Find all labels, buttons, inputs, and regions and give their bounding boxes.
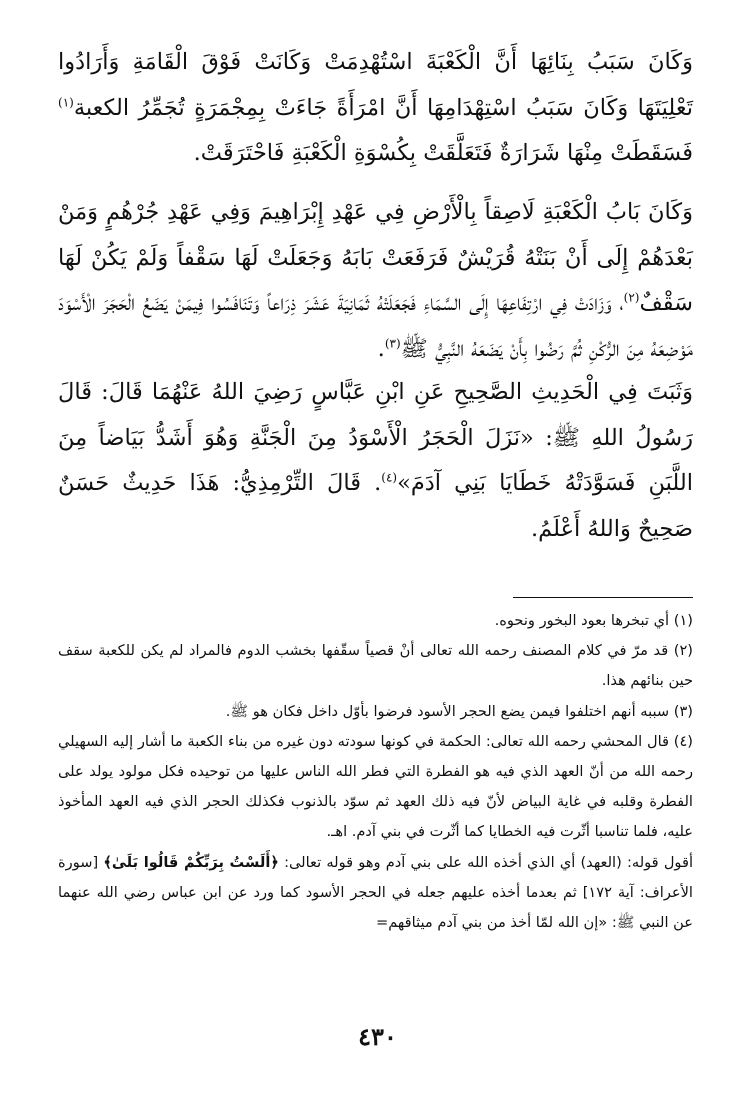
main-text — [58, 40, 693, 550]
paragraph-building-reason — [58, 40, 693, 190]
footnote-separator — [513, 597, 693, 598]
quran-verse: ﴿أَلَسْتُ بِرَبِّكُمْ قَالُوا بَلَىٰ﴾ — [103, 853, 279, 871]
footnotes — [58, 606, 693, 938]
footnote-2: (٢) قد مرّ في كلام المصنف رحمه الله تعالى أنْ قصياً سقّفها بخشب الدوم فالمراد لم يكن للكعبة سقف حين بنائهم هذا. — [58, 642, 693, 690]
footnote-1: (١) أي تبخرها بعود البخور ونحوه. — [494, 612, 693, 629]
paragraph-text: وَثَبَتَ فِي الْحَدِيثِ الصَّحِيحِ عَنِ ابْنِ عَبَّاسٍ رَضِيَ اللهُ عَنْهُمَا قَالَ: قَالَ رَسُولُ اللهِ ﷺ: «نَزَلَ الْحَجَرُ الْأَسْوَدُ مِنَ الْجَنَّةِ وَهُوَ أَشَدُّ بَيَاضاً مِنَ اللَّبَنِ فَسَوَّدَتْهُ خَطَايَا بَنِي آدَمَ» — [58, 379, 693, 496]
footnote-4: (٤) قال المحشي رحمه الله تعالى: الحكمة في كونها سودته دون غيره من بناء الكعبة ما أشار إليه السهيلي رحمه الله من أنّ العهد الذي فيه هو الفطرة التي فطر الله الناس عليها من توحيده فكل مولود يولد على الفطرة وقلبه في غاية البياض لأنّ فيه ذلك العهد ثم سوّد بالذنوب فكذلك الحجر الذي فيه العهد المأخوذ عليه، فلما تناسبا أثّرت فيه الخطايا كما أثّرت في بني آدم. اهـ. — [58, 732, 693, 841]
page-number: ٤٣٠ — [358, 1022, 397, 1051]
footnote-ref-1[interactable]: (١) — [58, 95, 74, 109]
footnote-ref-4[interactable]: (٤) — [381, 470, 398, 485]
paragraph-text-end: . — [377, 335, 385, 362]
paragraph-kaaba-door — [58, 190, 693, 370]
footnote-ref-3[interactable]: (٣) — [384, 336, 401, 350]
paragraph-text-middle: ، وَزَادَتْ فِي ارْتِفَاعِهَا إِلَى السَّمَاءِ فَجَعَلَتْهُ ثَمَانِيَةَ عَشَرَ ذِرَاعاً وَتَنَافَسُوا فِيمَنْ يَضَعُ الْحَجَرَ الْأَسْوَدَ مَوْضِعَهُ مِنَ الرُّكْنِ ثُمَّ رَضُوا بِأَنْ يَضَعَهُ النَّبِيُّ ﷺ — [58, 290, 693, 362]
paragraph-text: وَكَانَ سَبَبُ بِنَائِهَا أَنَّ الْكَعْبَةَ اسْتُهْدِمَتْ وَكَانَتْ فَوْقَ الْقَامَةِ وَأَرَادُوا تَعْلِيَتَهَا وَكَانَ سَبَبُ اسْتِهْدَامِهَا أَنَّ امْرَأَةً جَاءَتْ بِمِجْمَرَةٍ تُجَمِّرُ الكعبة — [58, 49, 693, 121]
paragraph-text-end: فَسَقَطَتْ مِنْهَا شَرَارَةٌ فَتَعَلَّقَتْ بِكُسْوَةِ الْكَعْبَةِ فَاحْتَرَقَتْ. — [193, 140, 693, 166]
footnote-ref-2[interactable]: (٢) — [623, 290, 640, 305]
commentary-text: أقول قوله: (العهد) أي الذي أخذه الله على بني آدم وهو قوله تعالى: — [278, 853, 694, 871]
footnote-3: (٣) سببه أنهم اختلفوا فيمن يضع الحجر الأسود فرضوا بأوّل داخل فكان هو ﷺ. — [225, 702, 693, 720]
footnote-commentary — [58, 848, 693, 939]
paragraph-hadith-black-stone — [58, 370, 693, 550]
paragraph-text: وَكَانَ بَابُ الْكَعْبَةِ لَاصِقاً بِالْأَرْضِ فِي عَهْدِ إِبْرَاهِيمَ وَفِي عَهْدِ جُرْهُمٍ وَمَنْ بَعْدَهُمْ إِلَى أَنْ بَنَتْهُ قُرَيْشٌ فَرَفَعَتْ بَابَهُ وَجَعَلَتْ لَهَا سَقْفاً وَلَمْ يَكُنْ لَهَا سَقْفٌ — [58, 199, 693, 316]
commentary-text-end: [سورة الأعراف: آية ١٧٢] ثم بعدما أخذه عليهم جعله في الحجر الأسود كما ورد عن ابن عباس رضي الله عنهما عن النبي ﷺ: «إن الله لمّا أخذ من بني آدم ميثاقهم= — [58, 853, 693, 932]
paragraph-text-end: . قَالَ التِّرْمِذِيُّ: هَذَا حَدِيثٌ حَسَنٌ صَحِيحٌ وَاللهُ أَعْلَمُ. — [58, 470, 693, 542]
